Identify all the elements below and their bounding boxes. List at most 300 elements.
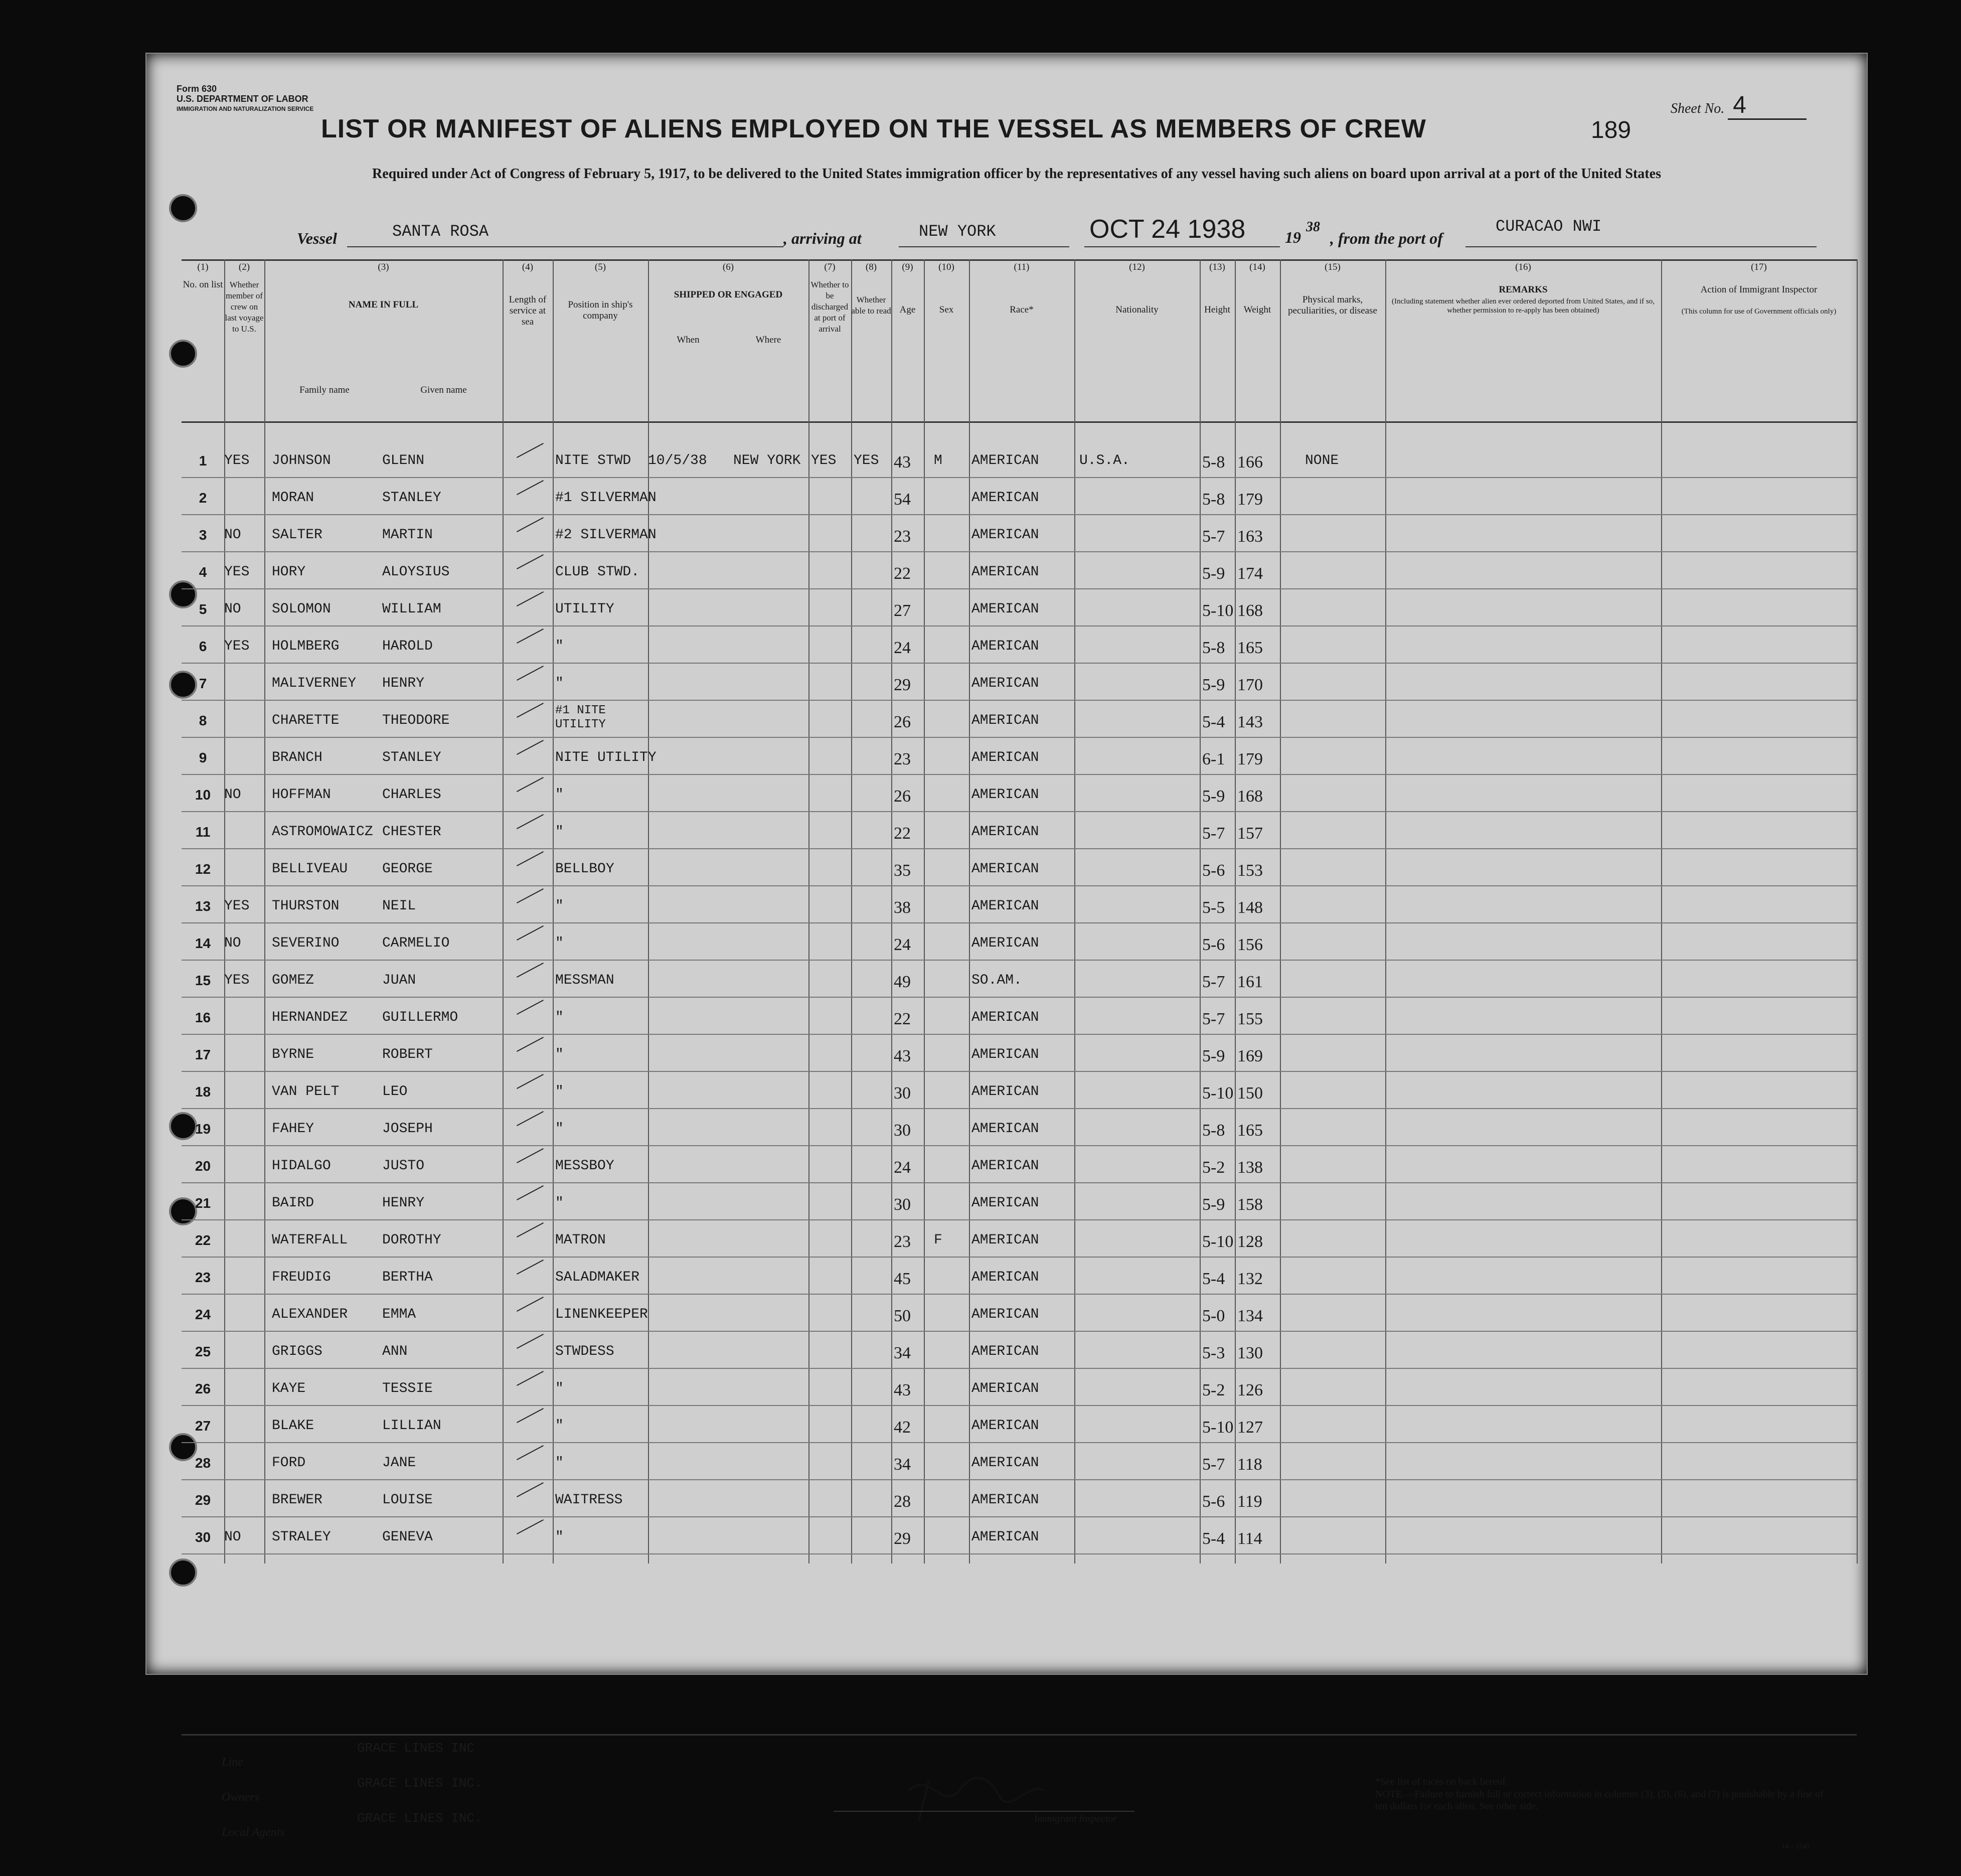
cell-age: 23 xyxy=(894,527,911,546)
cell-where: NEW YORK xyxy=(733,453,801,468)
table-row xyxy=(182,1034,1857,1072)
cell-given: DOROTHY xyxy=(382,1232,441,1248)
cell-ht: 5-9 xyxy=(1202,1047,1225,1065)
cell-age: 26 xyxy=(894,787,911,806)
cell-family: ASTROMOWAICZ xyxy=(272,824,373,840)
cell-pos: NITE STWD xyxy=(555,453,631,468)
cell-age: 29 xyxy=(894,676,911,694)
cell-family: STRALEY xyxy=(272,1529,331,1545)
cell-n: 24 xyxy=(195,1307,211,1322)
cell-wt: 119 xyxy=(1237,1492,1262,1511)
cell-nat: U.S.A. xyxy=(1079,453,1130,468)
cell-wt: 150 xyxy=(1237,1084,1263,1103)
cell-family: BAIRD xyxy=(272,1195,314,1211)
cell-race: AMERICAN xyxy=(971,527,1039,543)
cell-ht: 5-7 xyxy=(1202,824,1225,843)
cell-wt: 143 xyxy=(1237,713,1263,731)
service-tick-mark xyxy=(517,1445,544,1460)
departure-port: CURACAO NWI xyxy=(1496,217,1602,236)
cell-disch: YES xyxy=(811,453,837,468)
cell-age: 38 xyxy=(894,898,911,917)
cell-last: NO xyxy=(224,935,241,951)
cell-pos: " xyxy=(555,787,564,803)
cell-wt: 134 xyxy=(1237,1307,1263,1325)
cell-race: AMERICAN xyxy=(971,861,1039,877)
cell-pos: " xyxy=(555,1084,564,1100)
cell-pos: MESSMAN xyxy=(555,973,614,988)
cell-n: 20 xyxy=(195,1158,211,1174)
cell-pos: " xyxy=(555,676,564,691)
cell-age: 24 xyxy=(894,935,911,954)
cell-wt: 118 xyxy=(1237,1455,1262,1474)
cell-wt: 156 xyxy=(1237,935,1263,954)
cell-race: AMERICAN xyxy=(971,1270,1039,1285)
cell-race: AMERICAN xyxy=(971,676,1039,691)
cell-ht: 5-10 xyxy=(1202,1232,1234,1251)
table-row xyxy=(182,811,1857,849)
service-tick-mark xyxy=(517,1519,544,1534)
cell-age: 30 xyxy=(894,1084,911,1103)
cell-given: NEIL xyxy=(382,898,416,914)
cell-n: 13 xyxy=(195,898,211,914)
cell-given: BERTHA xyxy=(382,1270,433,1285)
cell-n: 12 xyxy=(195,861,211,877)
table-row xyxy=(182,1368,1857,1406)
service-tick-mark xyxy=(517,517,544,532)
cell-family: GOMEZ xyxy=(272,973,314,988)
cell-ht: 5-9 xyxy=(1202,564,1225,583)
cell-wt: 174 xyxy=(1237,564,1263,583)
cell-n: 8 xyxy=(199,713,207,728)
cell-given: LILLIAN xyxy=(382,1418,441,1434)
table-row xyxy=(182,626,1857,664)
cell-ht: 5-4 xyxy=(1202,1529,1225,1548)
sheet-number: Sheet No. 4 xyxy=(1671,91,1807,119)
cell-ht: 5-0 xyxy=(1202,1307,1225,1325)
cell-given: CHESTER xyxy=(382,824,441,840)
cell-race: AMERICAN xyxy=(971,898,1039,914)
cell-pos: " xyxy=(555,1047,564,1062)
cell-family: FREUDIG xyxy=(272,1270,331,1285)
cell-race: AMERICAN xyxy=(971,750,1039,765)
cell-n: 14 xyxy=(195,935,211,951)
cell-wt: 163 xyxy=(1237,527,1263,546)
cell-given: TESSIE xyxy=(382,1381,433,1396)
cell-ht: 5-9 xyxy=(1202,1195,1225,1214)
cell-ht: 5-3 xyxy=(1202,1344,1225,1362)
cell-last: NO xyxy=(224,527,241,543)
service-tick-mark xyxy=(517,1037,544,1052)
cell-n: 29 xyxy=(195,1492,211,1508)
cell-race: AMERICAN xyxy=(971,935,1039,951)
cell-pos: " xyxy=(555,1418,564,1434)
cell-n: 27 xyxy=(195,1418,211,1434)
service-tick-mark xyxy=(517,703,544,718)
cell-pos: CLUB STWD. xyxy=(555,564,640,580)
cell-n: 4 xyxy=(199,564,207,580)
cell-age: 23 xyxy=(894,1232,911,1251)
cell-n: 7 xyxy=(199,676,207,691)
cell-age: 43 xyxy=(894,1381,911,1399)
cell-ht: 5-5 xyxy=(1202,898,1225,917)
service-tick-mark xyxy=(517,554,544,569)
cell-family: MALIVERNEY xyxy=(272,676,357,691)
page-title: LIST OR MANIFEST OF ALIENS EMPLOYED ON THE VESSEL AS MEMBERS OF CREW xyxy=(321,114,1426,143)
cell-wt: 138 xyxy=(1237,1158,1263,1177)
service-tick-mark xyxy=(517,963,544,978)
cell-pos: BELLBOY xyxy=(555,861,614,877)
cell-pos: " xyxy=(555,898,564,914)
cell-race: AMERICAN xyxy=(971,1529,1039,1545)
cell-family: SOLOMON xyxy=(272,601,331,617)
cell-wt: 132 xyxy=(1237,1270,1263,1288)
cell-wt: 179 xyxy=(1237,490,1263,509)
vessel-name: SANTA ROSA xyxy=(392,222,489,241)
cell-ht: 5-4 xyxy=(1202,713,1225,731)
cell-family: HERNANDEZ xyxy=(272,1010,348,1025)
table-row xyxy=(182,1182,1857,1220)
cell-wt: 170 xyxy=(1237,676,1263,694)
races-note: *See list of races on back hereof. xyxy=(1375,1776,1508,1787)
cell-n: 10 xyxy=(195,787,211,803)
manifest-sheet xyxy=(145,53,1868,1850)
cell-age: 28 xyxy=(894,1492,911,1511)
arrival-port: NEW YORK xyxy=(919,222,996,241)
cell-race: AMERICAN xyxy=(971,1418,1039,1434)
table-row xyxy=(182,1219,1857,1258)
cell-n: 2 xyxy=(199,490,207,506)
cell-read: YES xyxy=(854,453,879,468)
cell-sex: F xyxy=(934,1232,942,1248)
cell-wt: 130 xyxy=(1237,1344,1263,1362)
cell-race: AMERICAN xyxy=(971,453,1039,468)
cell-given: STANLEY xyxy=(382,750,441,765)
cell-family: FORD xyxy=(272,1455,306,1471)
cell-age: 27 xyxy=(894,601,911,620)
cell-ht: 5-4 xyxy=(1202,1270,1225,1288)
cell-pos: MESSBOY xyxy=(555,1158,614,1174)
cell-n: 1 xyxy=(199,453,207,468)
cell-age: 30 xyxy=(894,1195,911,1214)
service-tick-mark xyxy=(517,1148,544,1163)
cell-ht: 5-2 xyxy=(1202,1158,1225,1177)
cell-ht: 5-8 xyxy=(1202,639,1225,657)
cell-age: 54 xyxy=(894,490,911,509)
cell-family: FAHEY xyxy=(272,1121,314,1137)
service-tick-mark xyxy=(517,740,544,755)
table-row xyxy=(182,1405,1857,1443)
cell-ht: 6-1 xyxy=(1202,750,1225,768)
cell-age: 24 xyxy=(894,1158,911,1177)
cell-pos: " xyxy=(555,1010,564,1025)
table-row xyxy=(182,1071,1857,1109)
cell-race: AMERICAN xyxy=(971,490,1039,506)
cell-given: CARMELIO xyxy=(382,935,450,951)
cell-family: BELLIVEAU xyxy=(272,861,348,877)
cell-given: STANLEY xyxy=(382,490,441,506)
cell-family: HOLMBERG xyxy=(272,639,340,654)
cell-n: 3 xyxy=(199,527,207,543)
table-row xyxy=(182,514,1857,552)
table-row xyxy=(182,885,1857,923)
table-row xyxy=(182,1257,1857,1295)
cell-pos: " xyxy=(555,1455,564,1471)
cell-given: HENRY xyxy=(382,1195,425,1211)
cell-n: 5 xyxy=(199,601,207,617)
service-tick-mark xyxy=(517,888,544,903)
cell-pos: MATRON xyxy=(555,1232,606,1248)
cell-race: AMERICAN xyxy=(971,1381,1039,1396)
cell-race: AMERICAN xyxy=(971,1455,1039,1471)
cell-n: 9 xyxy=(199,750,207,765)
cell-wt: 155 xyxy=(1237,1010,1263,1028)
cell-age: 35 xyxy=(894,861,911,880)
cell-given: GUILLERMO xyxy=(382,1010,458,1025)
cell-given: GEORGE xyxy=(382,861,433,877)
form-identifier: Form 630 U.S. DEPARTMENT OF LABOR IMMIGRATION AND NATURALIZATION SERVICE xyxy=(177,84,314,112)
cell-given: JUAN xyxy=(382,973,416,988)
cell-pos: " xyxy=(555,824,564,840)
cell-ht: 5-10 xyxy=(1202,1418,1234,1437)
cell-family: JOHNSON xyxy=(272,453,331,468)
cell-wt: 165 xyxy=(1237,639,1263,657)
cell-age: 22 xyxy=(894,1010,911,1028)
cell-family: BREWER xyxy=(272,1492,322,1508)
voyage-line: Vessel SANTA ROSA , arriving at NEW YORK OCT 24 1938 19 38 , from the port of CURACAO NWI xyxy=(146,229,1867,340)
line-company: GRACE LINES INC xyxy=(357,1741,475,1756)
cell-family: GRIGGS xyxy=(272,1344,322,1359)
service-tick-mark xyxy=(517,1111,544,1126)
cell-family: ALEXANDER xyxy=(272,1307,348,1322)
cell-race: AMERICAN xyxy=(971,1084,1039,1100)
cell-last: NO xyxy=(224,787,241,803)
cell-last: YES xyxy=(224,639,250,654)
cell-family: HORY xyxy=(272,564,306,580)
cell-family: BYRNE xyxy=(272,1047,314,1062)
cell-given: JANE xyxy=(382,1455,416,1471)
service-tick-mark xyxy=(517,1408,544,1423)
cell-pos: LINENKEEPER xyxy=(555,1307,648,1322)
cell-given: GLENN xyxy=(382,453,425,468)
cell-given: HENRY xyxy=(382,676,425,691)
cell-pos: " xyxy=(555,1381,564,1396)
cell-pos: UTILITY xyxy=(555,601,614,617)
table-row xyxy=(182,1294,1857,1332)
cell-age: 30 xyxy=(894,1121,911,1140)
cell-given: ANN xyxy=(382,1344,408,1359)
cell-last: NO xyxy=(224,1529,241,1545)
cell-pos: WAITRESS xyxy=(555,1492,623,1508)
service-tick-mark xyxy=(517,777,544,792)
cell-given: JUSTO xyxy=(382,1158,425,1174)
cell-age: 22 xyxy=(894,824,911,843)
cell-family: CHARETTE xyxy=(272,713,340,728)
cell-pos: #2 SILVERMAN xyxy=(555,527,657,543)
table-row xyxy=(182,737,1857,775)
table-row xyxy=(182,1145,1857,1183)
cell-ht: 5-6 xyxy=(1202,861,1225,880)
cell-wt: 179 xyxy=(1237,750,1263,768)
table-row xyxy=(182,1516,1857,1554)
cell-given: THEODORE xyxy=(382,713,450,728)
cell-pos: " xyxy=(555,1195,564,1211)
cell-given: LEO xyxy=(382,1084,408,1100)
cell-given: ALOYSIUS xyxy=(382,564,450,580)
cell-given: JOSEPH xyxy=(382,1121,433,1137)
service-tick-mark xyxy=(517,814,544,829)
cell-race: AMERICAN xyxy=(971,1047,1039,1062)
penalty-note: NOTE.—Failure to furnish full or correct information in columns (3), (5), (6), and (7) is punishable by a fine of ten dollars for each alien. See other side. xyxy=(1375,1789,1824,1812)
page-number: 189 xyxy=(1591,117,1631,143)
cell-race: AMERICAN xyxy=(971,1121,1039,1137)
cell-given: MARTIN xyxy=(382,527,433,543)
owners-company: GRACE LINES INC. xyxy=(357,1776,482,1791)
cell-age: 43 xyxy=(894,453,911,472)
cell-ht: 5-7 xyxy=(1202,527,1225,546)
cell-wt: 157 xyxy=(1237,824,1263,843)
cell-wt: 166 xyxy=(1237,453,1263,472)
cell-ht: 5-6 xyxy=(1202,935,1225,954)
cell-wt: 165 xyxy=(1237,1121,1263,1140)
table-row xyxy=(182,663,1857,701)
cell-wt: 158 xyxy=(1237,1195,1263,1214)
cell-race: AMERICAN xyxy=(971,1492,1039,1508)
cell-given: HAROLD xyxy=(382,639,433,654)
cell-given: ROBERT xyxy=(382,1047,433,1062)
cell-race: AMERICAN xyxy=(971,1158,1039,1174)
cell-race: AMERICAN xyxy=(971,639,1039,654)
arrival-date: OCT 24 1938 xyxy=(1089,215,1246,244)
service-tick-mark xyxy=(517,1000,544,1015)
cell-given: WILLIAM xyxy=(382,601,441,617)
service-tick-mark xyxy=(517,1334,544,1349)
cell-ht: 5-6 xyxy=(1202,1492,1225,1511)
cell-wt: 126 xyxy=(1237,1381,1263,1399)
cell-pos: " xyxy=(555,639,564,654)
cell-n: 21 xyxy=(195,1195,211,1211)
cell-given: EMMA xyxy=(382,1307,416,1322)
cell-n: 15 xyxy=(195,973,211,988)
cell-family: BLAKE xyxy=(272,1418,314,1434)
cell-wt: 153 xyxy=(1237,861,1263,880)
cell-wt: 168 xyxy=(1237,601,1263,620)
cell-pos: #1 NITE UTILITY xyxy=(555,704,606,731)
cell-wt: 127 xyxy=(1237,1418,1263,1437)
service-tick-mark xyxy=(517,1371,544,1386)
cell-n: 17 xyxy=(195,1047,211,1062)
cell-wt: 128 xyxy=(1237,1232,1263,1251)
cell-given: GENEVA xyxy=(382,1529,433,1545)
cell-race: AMERICAN xyxy=(971,1344,1039,1359)
agents-company: GRACE LINES INC. xyxy=(357,1811,482,1826)
cell-pos: STWDESS xyxy=(555,1344,614,1359)
cell-given: LOUISE xyxy=(382,1492,433,1508)
table-row xyxy=(182,1479,1857,1517)
cell-pos: " xyxy=(555,935,564,951)
cell-n: 23 xyxy=(195,1270,211,1285)
cell-wt: 168 xyxy=(1237,787,1263,806)
cell-n: 25 xyxy=(195,1344,211,1359)
service-tick-mark xyxy=(517,666,544,681)
service-tick-mark xyxy=(517,1185,544,1200)
table-row xyxy=(182,1442,1857,1480)
table-row xyxy=(182,440,1857,478)
cell-race: AMERICAN xyxy=(971,713,1039,728)
cell-n: 28 xyxy=(195,1455,211,1471)
cell-age: 50 xyxy=(894,1307,911,1325)
table-row xyxy=(182,477,1857,515)
cell-n: 26 xyxy=(195,1381,211,1396)
service-tick-mark xyxy=(517,629,544,644)
cell-family: THURSTON xyxy=(272,898,340,914)
cell-n: 22 xyxy=(195,1232,211,1248)
cell-family: SALTER xyxy=(272,527,322,543)
service-tick-mark xyxy=(517,851,544,866)
table-row xyxy=(182,960,1857,998)
cell-ht: 5-10 xyxy=(1202,1084,1234,1103)
punch-hole xyxy=(169,194,197,222)
cell-ht: 5-7 xyxy=(1202,1010,1225,1028)
cell-age: 49 xyxy=(894,973,911,991)
cell-wt: 114 xyxy=(1237,1529,1262,1548)
cell-race: AMERICAN xyxy=(971,564,1039,580)
cell-age: 34 xyxy=(894,1455,911,1474)
cell-ht: 5-7 xyxy=(1202,1455,1225,1474)
service-tick-mark xyxy=(517,1260,544,1275)
service-tick-mark xyxy=(517,1297,544,1312)
table-row xyxy=(182,588,1857,627)
cell-given: CHARLES xyxy=(382,787,441,803)
cell-family: KAYE xyxy=(272,1381,306,1396)
cell-wt: 169 xyxy=(1237,1047,1263,1065)
cell-age: 22 xyxy=(894,564,911,583)
cell-age: 42 xyxy=(894,1418,911,1437)
cell-ht: 5-10 xyxy=(1202,601,1234,620)
cell-n: 16 xyxy=(195,1010,211,1025)
cell-age: 34 xyxy=(894,1344,911,1362)
table-row xyxy=(182,700,1857,738)
cell-race: AMERICAN xyxy=(971,1010,1039,1025)
cell-age: 26 xyxy=(894,713,911,731)
cell-family: MORAN xyxy=(272,490,314,506)
cell-last: YES xyxy=(224,564,250,580)
table-row xyxy=(182,922,1857,961)
cell-ht: 5-7 xyxy=(1202,973,1225,991)
cell-race: AMERICAN xyxy=(971,1195,1039,1211)
service-tick-mark xyxy=(517,925,544,941)
cell-last: YES xyxy=(224,453,250,468)
cell-race: AMERICAN xyxy=(971,1232,1039,1248)
cell-age: 45 xyxy=(894,1270,911,1288)
cell-race: AMERICAN xyxy=(971,824,1039,840)
cell-ht: 5-2 xyxy=(1202,1381,1225,1399)
cell-age: 29 xyxy=(894,1529,911,1548)
cell-wt: 148 xyxy=(1237,898,1263,917)
table-row xyxy=(182,1331,1857,1369)
cell-age: 43 xyxy=(894,1047,911,1065)
cell-last: NO xyxy=(224,601,241,617)
cell-age: 24 xyxy=(894,639,911,657)
cell-last: YES xyxy=(224,898,250,914)
table-row xyxy=(182,848,1857,886)
cell-pos: " xyxy=(555,1529,564,1545)
cell-family: VAN PELT xyxy=(272,1084,340,1100)
service-tick-mark xyxy=(517,480,544,495)
service-tick-mark xyxy=(517,1482,544,1497)
cell-race: AMERICAN xyxy=(971,787,1039,803)
table-row xyxy=(182,551,1857,589)
cell-family: WATERFALL xyxy=(272,1232,348,1248)
